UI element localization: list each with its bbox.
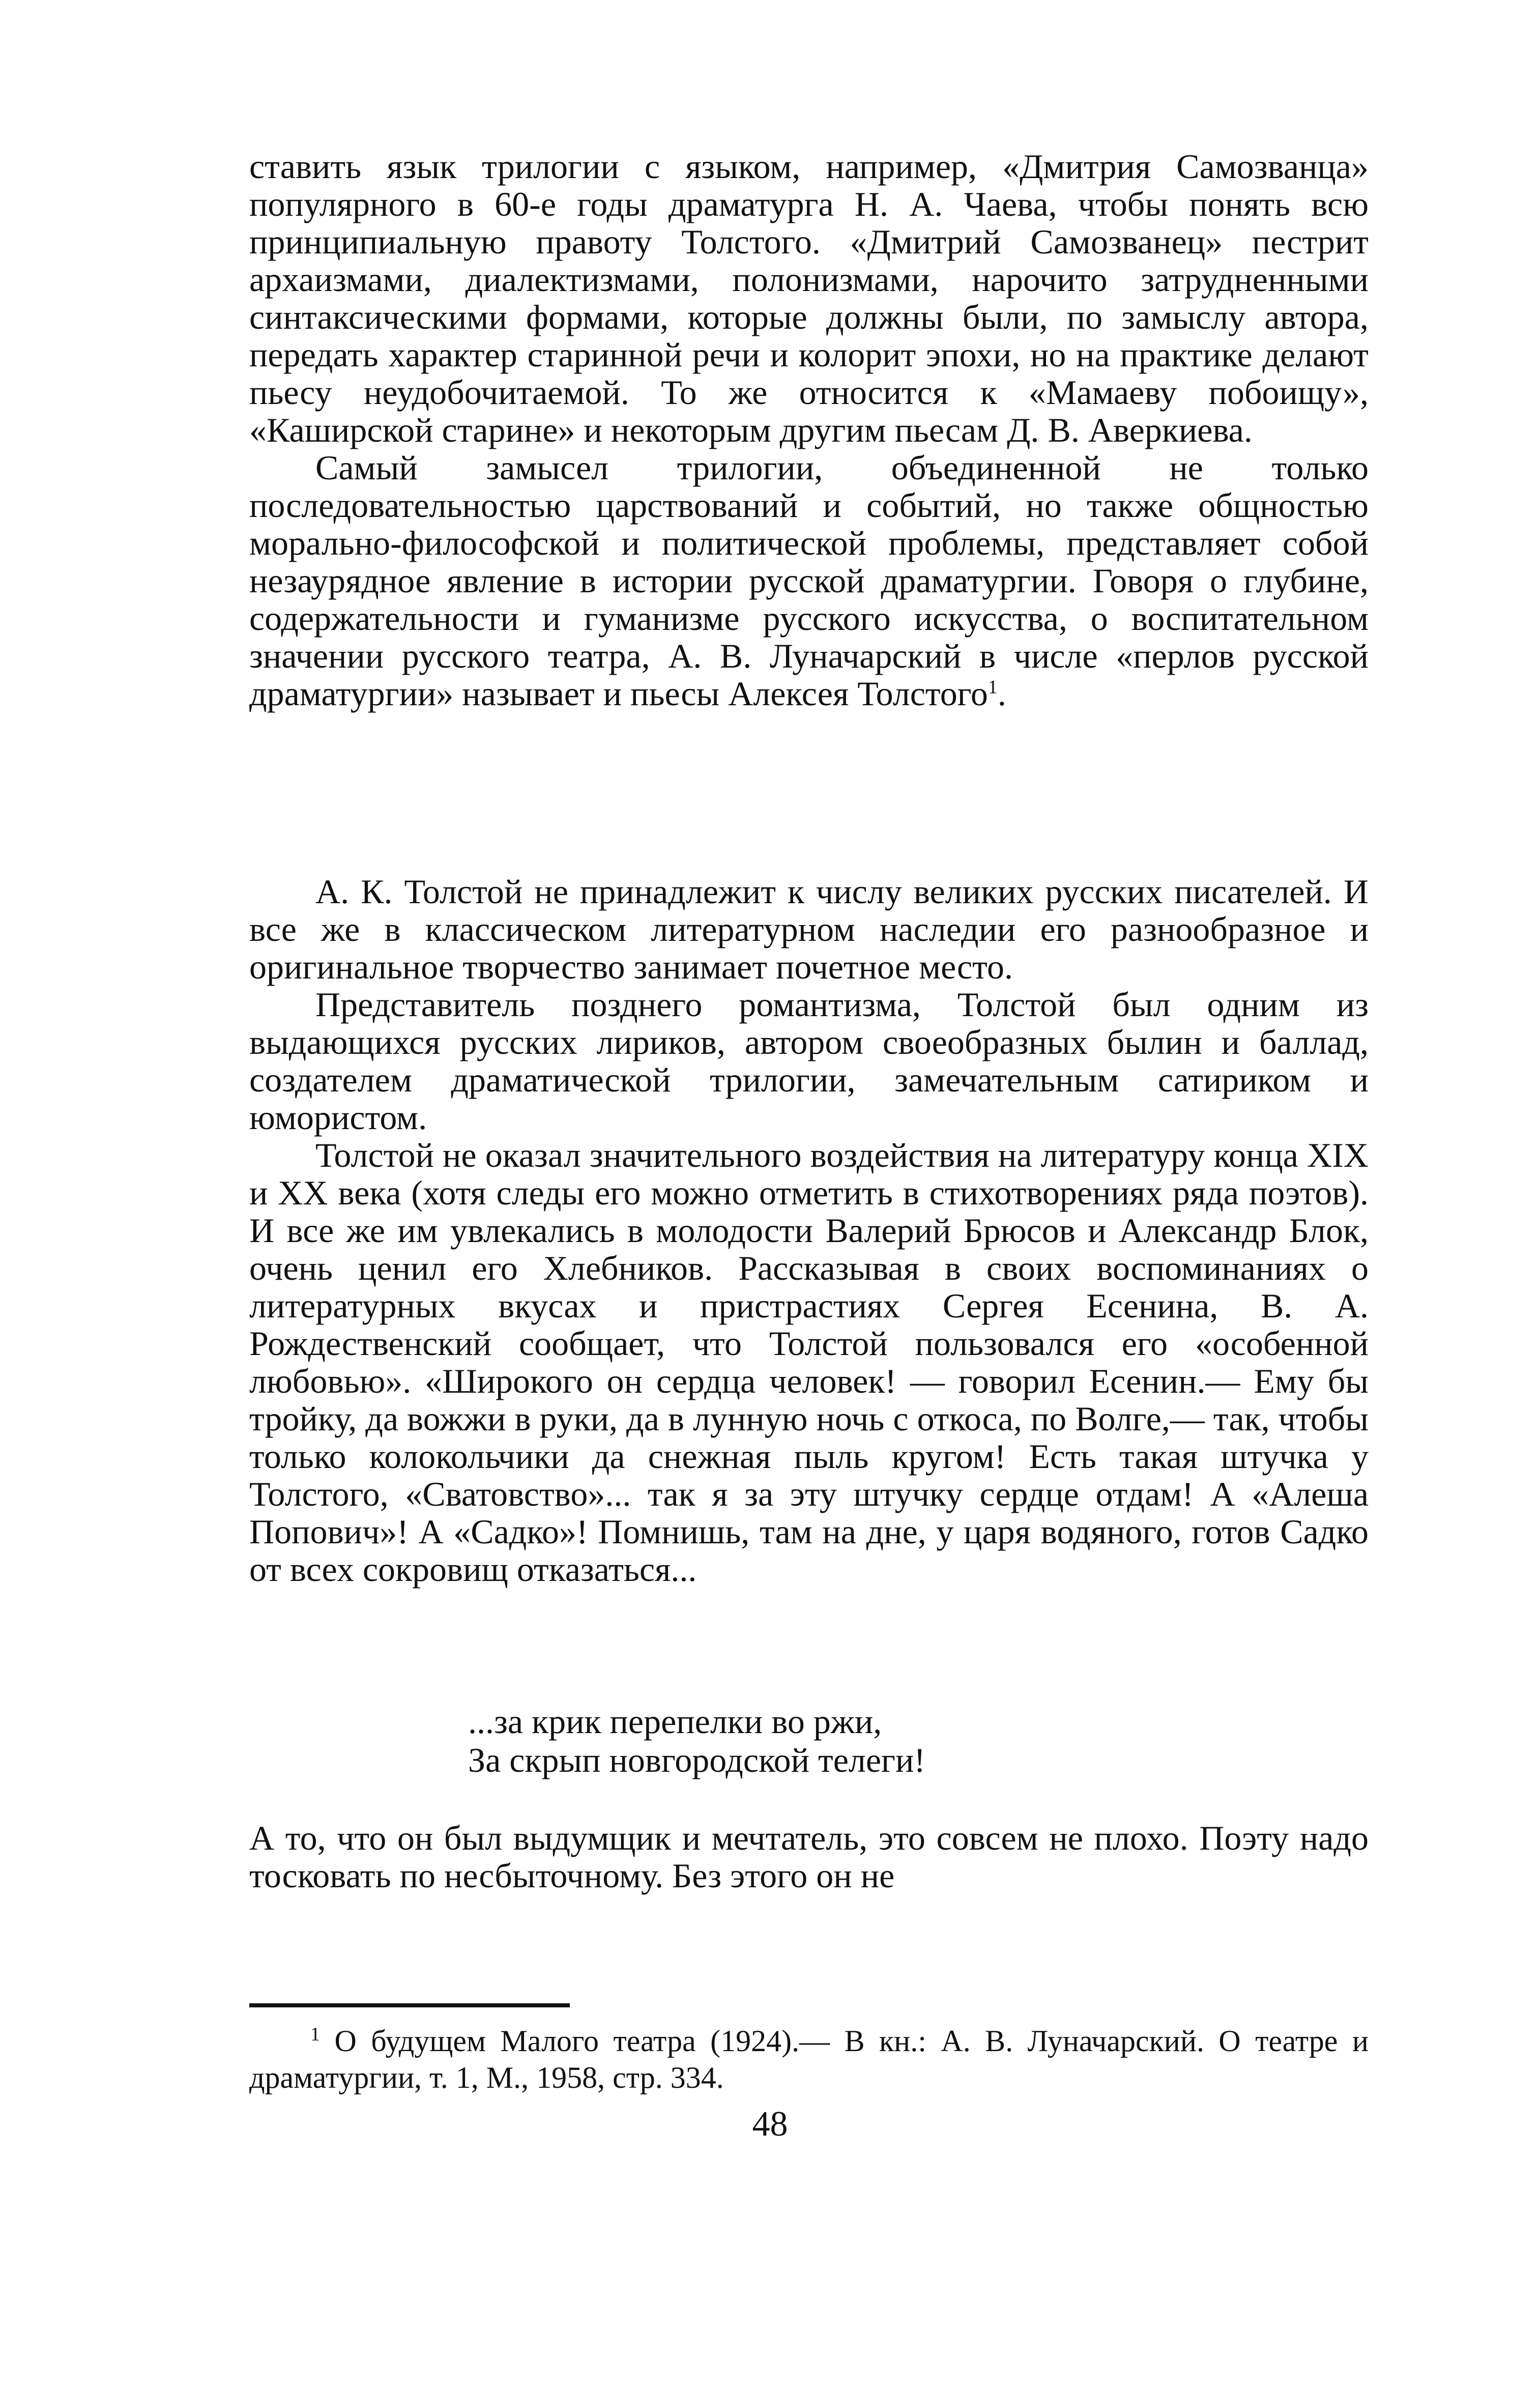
footnote-marker: 1 — [310, 2024, 320, 2045]
text-block-top — [249, 148, 1369, 712]
paragraph-continued: ставить язык трилогии с языком, например, «Дмитрия Самозванца» популярного в 60-е годы драматурга Н. А. Чаева, чтобы понять всю принципиальную правоту Толстого. «Дмитрий Самозванец» пестрит архаизмами, диалектизмами, полонизмами, нарочито затрудненными синтаксическими формами, которые должны были, по замыслу автора, передать характер старинной речи и колорит эпохи, но на практике делают пьесу неудобочитаемой. То же относится к «Мамаеву побоищу», «Каширской старине» и некоторым другим пьесам Д. В. Аверкиева. — [249, 147, 1369, 449]
paragraph-dreamer: А то, что он был выдумщик и мечтатель, это совсем не плохо. Поэту надо тосковать по несбыточному. Без этого он не — [249, 1819, 1369, 1895]
poem-line: ...за крик перепелки во ржи, — [468, 1702, 882, 1741]
text-block-bottom — [249, 1819, 1369, 1894]
footnote — [249, 2023, 1369, 2096]
poem-line: За скрып новгородской телеги! — [468, 1741, 925, 1779]
paragraph-text: Самый замысел трилогии, объединенной не только последовательностью царствований и событий, но также общностью морально-философской и политической проблемы, представляет собой незаурядное явление в истории русской драматургии. Говоря о глубине, содержательности и гуманизме русского искусства, о воспитательном значении русского театра, А. В. Луначарский в числе «перлов русской драматургии» называет и пьесы Алексея Толстого — [249, 448, 1369, 713]
page-number: 48 — [752, 2105, 788, 2144]
paragraph-tolstoy-place: А. К. Толстой не принадлежит к числу великих русских писателей. И все же в классическом литературном наследии его разнообразное и оригинальное творчество занимает почетное место. — [249, 872, 1369, 986]
footnote-reference[interactable]: 1 — [987, 676, 998, 698]
paragraph-influence: Толстой не оказал значительного воздействия на литературу конца XIX и XX века (хотя следы его можно отметить в стихотворениях ряда поэтов). И все же им увлекались в молодости Валерий Брюсов и Александр Блок, очень ценил его Хлебников. Рассказывая в своих воспоминаниях о литературных вкусах и пристрастиях Сергея Есенина, В. А. Рождественский сообщает, что Толстой пользовался его «особенной любовью». «Широкого он сердца человек! — говорил Есенин.— Ему бы тройку, да вожжи в руки, да в лунную ночь с откоса, по Волге,— так, чтобы только колокольчики да снежная пыль кругом! Есть такая штучка у Толстого, «Сватовство»... так я за эту штучку сердце отдам! А «Алеша Попович»! А «Садко»! Помнишь, там на дне, у царя водяного, готов Садко от всех сокровищ отказаться... — [249, 1136, 1369, 1589]
paragraph-romanticism: Представитель позднего романтизма, Толстой был одним из выдающихся русских лириков, автором своеобразных былин и баллад, создателем драматической трилогии, замечательным сатириком и юмористом. — [249, 985, 1369, 1137]
footnote-text: О будущем Малого театра (1924).— В кн.: А. В. Луначарский. О театре и драматургии, т. 1, М., 1958, стр. 334. — [249, 2024, 1369, 2094]
text-block-middle — [249, 873, 1369, 1588]
poem-quote — [468, 1702, 925, 1779]
footnote-divider — [249, 2003, 570, 2007]
paragraph-trilogy-concept: Самый замысел трилогии, объединенной не только последовательностью царствований и событий, но также общностью морально-философской и политической проблемы, представляет собой незаурядное явление в истории русской драматургии. Говоря о глубине, содержательности и гуманизме русского искусства, о воспитательном значении русского театра, А. В. Луначарский в числе «перлов русской драматургии» называет и пьесы Алексея Толстого$^1$. — [249, 448, 1369, 713]
